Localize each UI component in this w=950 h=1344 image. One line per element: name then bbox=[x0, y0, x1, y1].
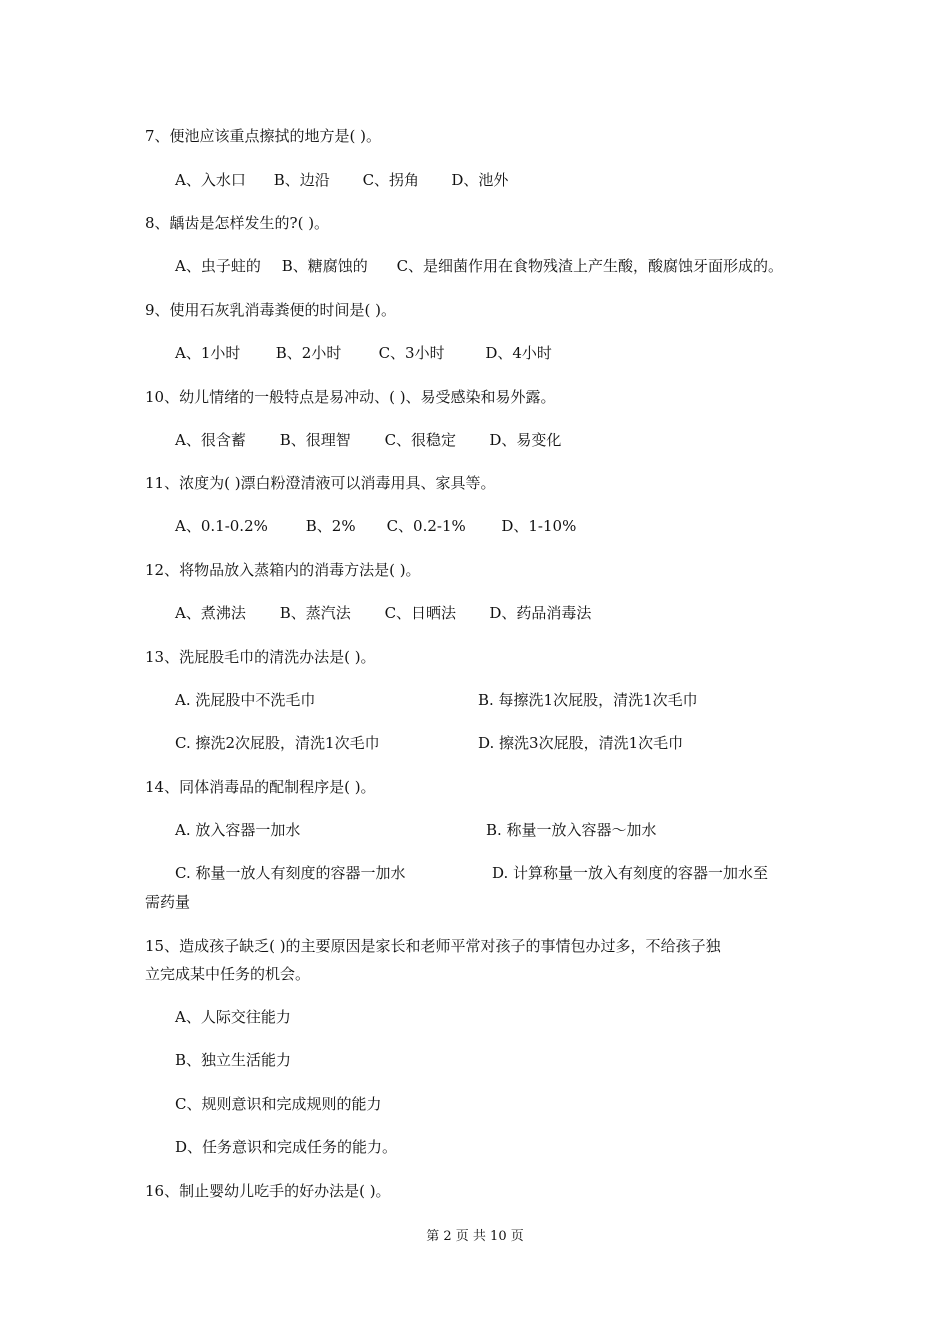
option: D、4小时 bbox=[485, 344, 552, 362]
option: B、2% bbox=[305, 517, 356, 535]
option: C、拐角 bbox=[362, 171, 420, 189]
question-14-stem: 14、同体消毒品的配制程序是( )。 bbox=[145, 778, 376, 796]
option: C、是细菌作用在食物残渣上产生酸，酸腐蚀牙面形成的。 bbox=[396, 257, 784, 275]
question-10-stem: 10、幼儿情绪的一般特点是易冲动、( )、易受感染和易外露。 bbox=[145, 388, 556, 406]
option: C. 擦洗2次屁股，清洗1次毛巾 bbox=[175, 734, 380, 752]
option: A、人际交往能力 bbox=[175, 1008, 291, 1026]
question-10-options bbox=[175, 430, 561, 450]
option: A、很含蓄 bbox=[175, 431, 246, 449]
question-12-stem: 12、将物品放入蒸箱内的消毒方法是( )。 bbox=[145, 561, 421, 579]
question-13-stem: 13、洗屁股毛巾的清洗办法是( )。 bbox=[145, 648, 376, 666]
option: C、规则意识和完成规则的能力 bbox=[175, 1095, 382, 1113]
option: D、药品消毒法 bbox=[489, 604, 592, 622]
option: B、边沿 bbox=[273, 171, 330, 189]
page-footer: 第 2 页 共 10 页 bbox=[426, 1229, 524, 1244]
option: A、虫子蛀的 bbox=[175, 257, 261, 275]
option: A、煮沸法 bbox=[175, 604, 246, 622]
option: A、0.1-0.2% bbox=[175, 517, 268, 535]
question-16-stem: 16、制止婴幼儿吃手的好办法是( )。 bbox=[145, 1182, 391, 1200]
option: B、独立生活能力 bbox=[175, 1051, 292, 1069]
option: C、3小时 bbox=[378, 344, 445, 362]
question-8-stem: 8、龋齿是怎样发生的?( )。 bbox=[145, 214, 330, 232]
option: C. 称量一放人有刻度的容器一加水 bbox=[175, 864, 406, 882]
option: D、任务意识和完成任务的能力。 bbox=[175, 1138, 398, 1156]
question-8-options bbox=[175, 256, 783, 276]
option: B. 称量一放入容器～加水 bbox=[486, 821, 657, 839]
option: B、糖腐蚀的 bbox=[281, 257, 368, 275]
option: D、易变化 bbox=[489, 431, 562, 449]
question-12-options bbox=[175, 603, 591, 623]
option: C、很稳定 bbox=[384, 431, 457, 449]
option: A、1小时 bbox=[175, 344, 241, 362]
question-15-stem-cont: 立完成某中任务的机会。 bbox=[145, 965, 311, 983]
option: B、2小时 bbox=[275, 344, 342, 362]
option: B、蒸汽法 bbox=[279, 604, 351, 622]
option: B. 每擦洗1次屁股，清洗1次毛巾 bbox=[478, 691, 698, 709]
option: D. 擦洗3次屁股，清洗1次毛巾 bbox=[478, 734, 684, 752]
option: C、日晒法 bbox=[384, 604, 457, 622]
option: D、1-10% bbox=[501, 517, 577, 535]
question-7-stem: 7、便池应该重点擦拭的地方是( )。 bbox=[145, 127, 382, 145]
question-9-stem: 9、使用石灰乳消毒粪便的时间是( )。 bbox=[145, 301, 397, 319]
question-11-options bbox=[175, 516, 576, 536]
question-7-options bbox=[175, 170, 508, 190]
question-9-options bbox=[175, 343, 552, 363]
option: A. 放入容器一加水 bbox=[175, 821, 301, 839]
option: A. 洗屁股中不洗毛巾 bbox=[175, 691, 316, 709]
option: D、池外 bbox=[451, 171, 509, 189]
question-11-stem: 11、浓度为( )漂白粉澄清液可以消毒用具、家具等。 bbox=[145, 474, 496, 492]
option: B、很理智 bbox=[279, 431, 351, 449]
question-15-stem: 15、造成孩子缺乏( )的主要原因是家长和老师平常对孩子的事情包办过多，不给孩子独 bbox=[145, 937, 721, 955]
option-wrap-text: 需药量 bbox=[145, 893, 191, 911]
option: A、入水口 bbox=[175, 171, 246, 189]
option: D. 计算称量一放入有刻度的容器一加水至 bbox=[492, 864, 769, 882]
option: C、0.2-1% bbox=[386, 517, 466, 535]
